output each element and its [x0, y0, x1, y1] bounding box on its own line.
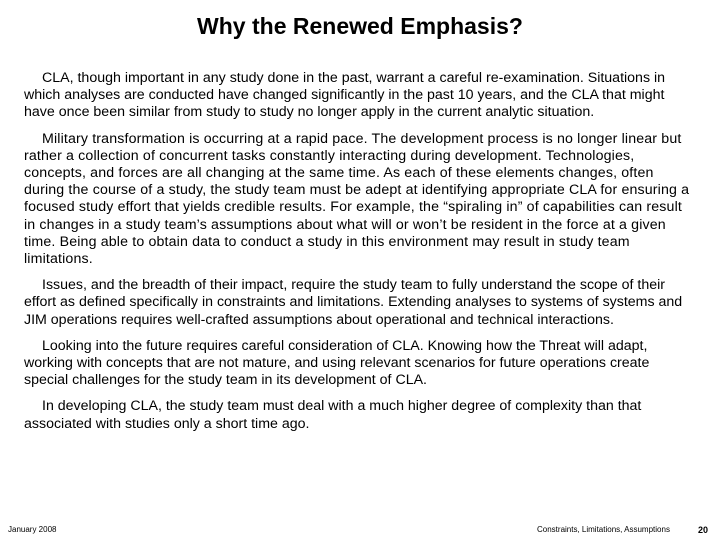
page-number: 20: [698, 525, 709, 535]
paragraph-issues-breadth: Issues, and the breadth of their impact, require the study team to fully understand the scope of their effort as defined specifically in constraints and limitations. Extending analyses to systems of systems and JIM operations requires well-crafted assumptions about operational and technical interactions.: [24, 277, 683, 328]
paragraph-developing-cla: In developing CLA, the study team must deal with a much higher degree of complexity than that associated with studies only a short time ago.: [24, 398, 642, 432]
slide-title: Why the Renewed Emphasis?: [197, 13, 523, 39]
paragraph-cla-reexamination: CLA, though important in any study done in the past, warrant a careful re-examination. Situations in which analyses are conducted have changed significantly in the past 10 years, and the CLA that might have once been similar from study to study no longer apply in the current analytic situation.: [24, 70, 666, 121]
footer-title: Constraints, Limitations, Assumptions: [537, 525, 670, 534]
footer-date: January 2008: [8, 525, 57, 534]
slide-body: [24, 70, 696, 433]
paragraph-looking-future: Looking into the future requires careful consideration of CLA. Knowing how the Threat will adapt, working with concepts that are not mature, and using relevant scenarios for future operations create special challenges for the study team in its development of CLA.: [24, 337, 650, 389]
paragraph-military-transformation: Military transformation is occurring at a rapid pace. The development process is no longer linear but rather a collection of concurrent tasks constantly interacting during development. Technologies, concepts, and forces are all changing at the same time. As each of these elements changes, often during the course of a study, the study team must be adept at identifying appropriate CLA for ensuring a focused study effort that yields credible results. For example, the “spiraling in” of capabilities can result in changes in a study team’s assumptions about what will or won’t be resident in the force at a given time. Being able to obtain data to conduct a study in this environment may result in study team limitations.: [24, 130, 690, 268]
